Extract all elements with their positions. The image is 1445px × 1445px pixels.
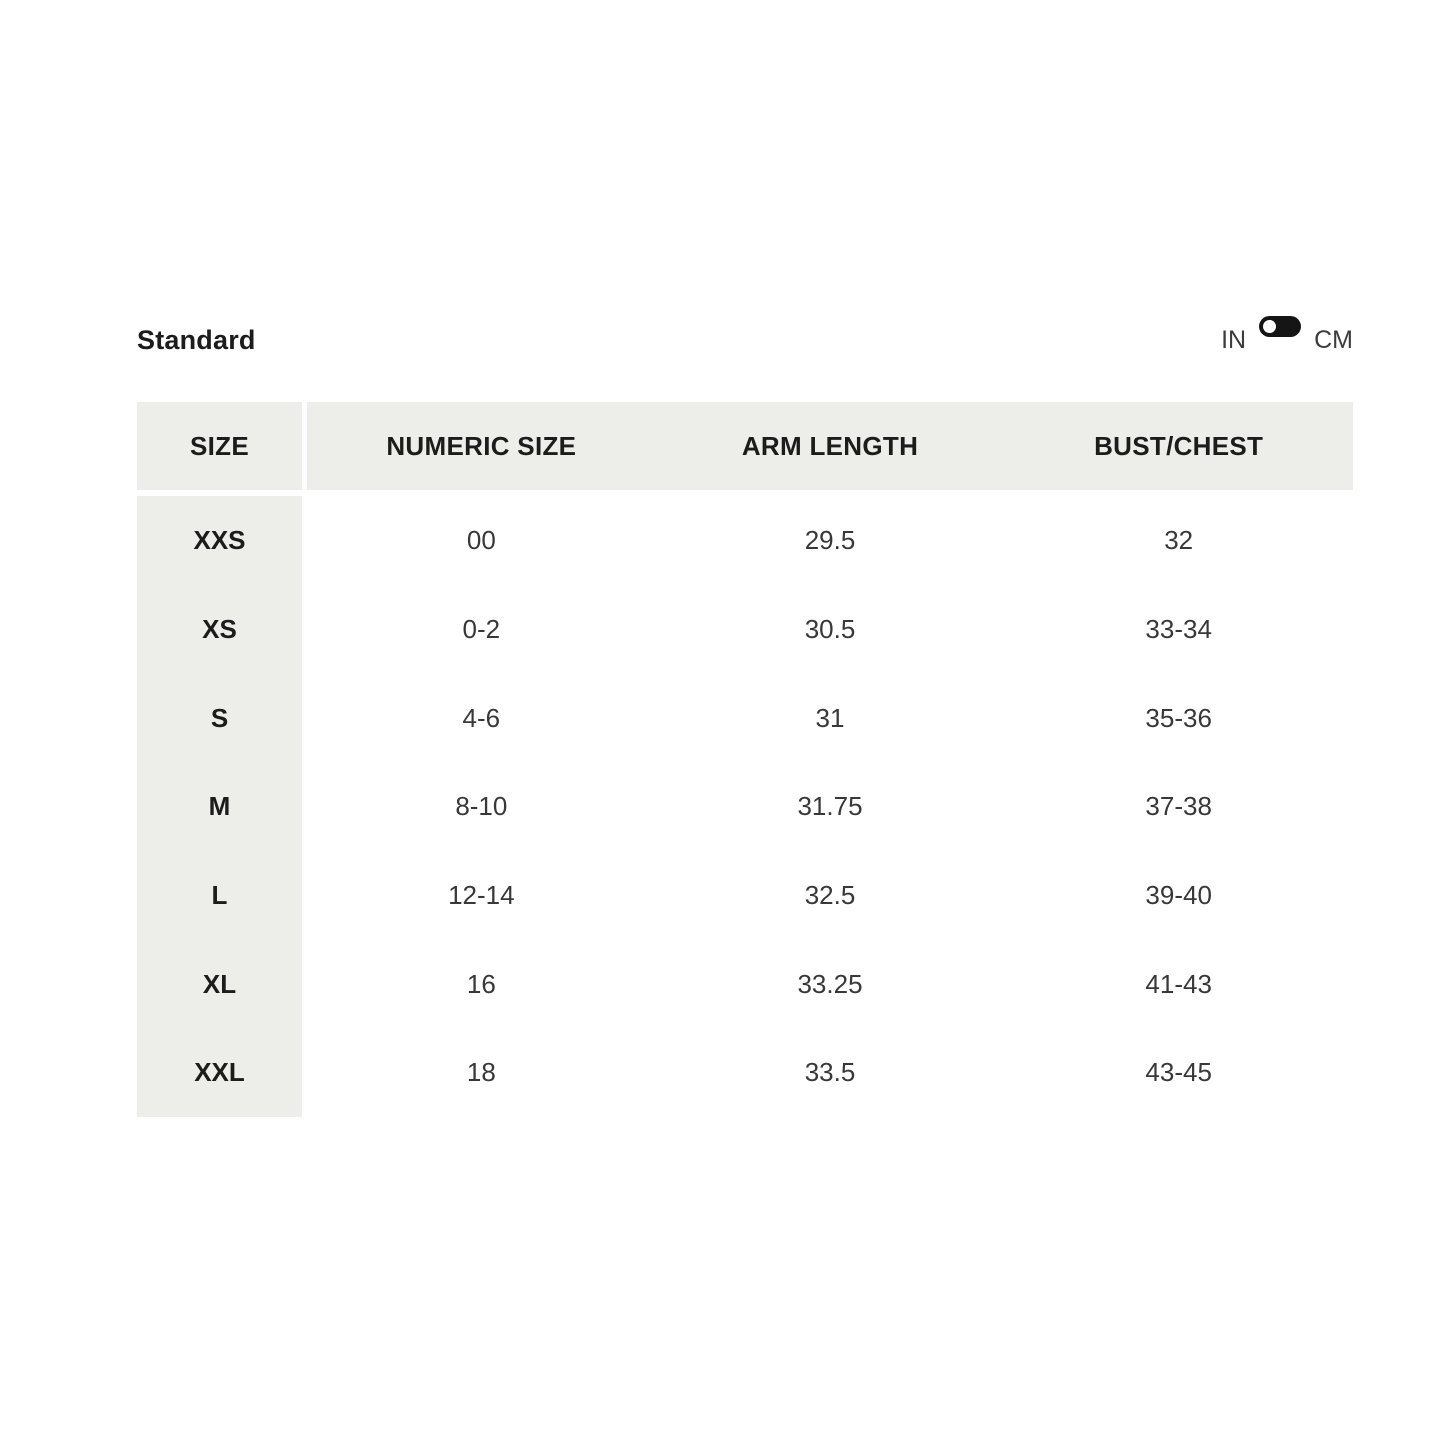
row-cells-group	[307, 762, 1353, 851]
row-cells-group	[307, 851, 1353, 940]
size-cell: S	[137, 673, 302, 762]
row-cells-group	[307, 673, 1353, 762]
numeric-size-cell: 4-6	[462, 702, 501, 733]
table-row-xxs	[137, 496, 1353, 585]
arm-length-cell: 31.75	[797, 791, 863, 822]
row-cells-group	[307, 585, 1353, 674]
table-row-xl	[137, 939, 1353, 1028]
size-table	[137, 402, 1353, 1117]
row-cells-group	[307, 1028, 1353, 1117]
table-row-xs	[137, 585, 1353, 674]
numeric-size-cell: 12-14	[448, 880, 515, 911]
bust-chest-cell: 43-45	[1145, 1057, 1212, 1088]
column-header-size: SIZE	[137, 402, 302, 490]
toggle-knob	[1263, 320, 1276, 333]
table-header-row	[137, 402, 1353, 490]
arm-length-cell: 31	[815, 702, 845, 733]
header-cells-group	[307, 402, 1353, 490]
size-chart-topbar	[137, 312, 1353, 368]
arm-length-cell: 33.25	[797, 968, 863, 999]
unit-label-in[interactable]: IN	[1221, 325, 1247, 354]
numeric-size-cell: 0-2	[462, 614, 501, 645]
bust-chest-cell: 35-36	[1145, 702, 1212, 733]
bust-chest-cell: 33-34	[1145, 614, 1212, 645]
table-row-l	[137, 851, 1353, 940]
size-cell: XXL	[137, 1028, 302, 1117]
table-row-m	[137, 762, 1353, 851]
numeric-size-cell: 8-10	[455, 791, 508, 822]
bust-chest-cell: 39-40	[1145, 880, 1212, 911]
bust-chest-cell: 32	[1164, 525, 1194, 556]
row-cells-group	[307, 939, 1353, 1028]
unit-toggle-switch[interactable]	[1259, 316, 1301, 337]
table-row-xxl	[137, 1028, 1353, 1117]
size-cell: M	[137, 762, 302, 851]
size-cell: XS	[137, 585, 302, 674]
arm-length-cell: 29.5	[804, 525, 856, 556]
table-row-s	[137, 673, 1353, 762]
numeric-size-cell: 00	[466, 525, 496, 556]
column-header-numeric-size: NUMERIC SIZE	[386, 431, 577, 461]
numeric-size-cell: 18	[466, 1057, 496, 1088]
arm-length-cell: 32.5	[804, 880, 856, 911]
unit-toggle	[1221, 325, 1353, 354]
table-body	[137, 496, 1353, 1117]
page-title: Standard	[137, 324, 256, 355]
size-cell: XL	[137, 939, 302, 1028]
bust-chest-cell: 41-43	[1145, 968, 1212, 999]
row-cells-group	[307, 496, 1353, 585]
column-header-arm-length: ARM LENGTH	[741, 431, 919, 461]
arm-length-cell: 30.5	[804, 614, 856, 645]
bust-chest-cell: 37-38	[1145, 791, 1212, 822]
numeric-size-cell: 16	[466, 968, 496, 999]
size-cell: XXS	[137, 496, 302, 585]
unit-label-cm[interactable]: CM	[1314, 325, 1353, 354]
size-cell: L	[137, 851, 302, 940]
column-header-bust-chest: BUST/CHEST	[1094, 431, 1264, 461]
arm-length-cell: 33.5	[804, 1057, 856, 1088]
